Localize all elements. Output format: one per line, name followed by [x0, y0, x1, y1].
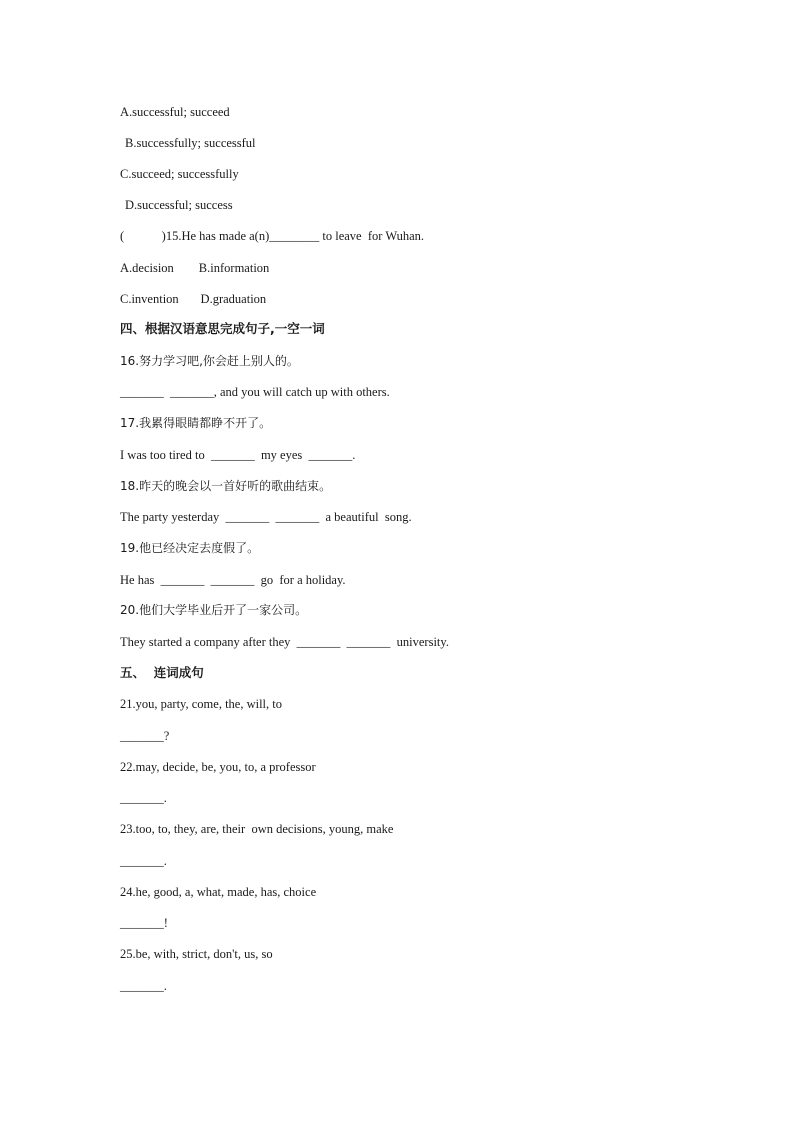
- options-cd-q15: C.invention D.graduation: [120, 292, 267, 306]
- question-25-words: 25.be, with, strict, don't, us, so: [120, 947, 273, 961]
- question-18-chinese: 18.昨天的晚会以一首好听的歌曲结束。: [120, 479, 332, 493]
- question-18-sentence: The party yesterday _______ _______ a beautiful song.: [120, 510, 412, 524]
- question-24-words: 24.he, good, a, what, made, has, choice: [120, 885, 317, 899]
- question-21-words: 21.you, party, come, the, will, to: [120, 697, 283, 711]
- question-19-sentence: He has _______ _______ go for a holiday.: [120, 573, 346, 587]
- question-19-chinese: 19.他已经决定去度假了。: [120, 541, 260, 555]
- question-22-answer-blank: _______.: [120, 791, 167, 805]
- option-c-q14: C.succeed; successfully: [120, 167, 239, 181]
- section-five-heading: 五、 连词成句: [120, 665, 204, 680]
- option-a-q14: A.successful; succeed: [120, 105, 230, 119]
- question-20-sentence: They started a company after they _______ _______ university.: [120, 635, 449, 649]
- question-23-words: 23.too, to, they, are, their own decisions, young, make: [120, 822, 394, 836]
- question-15: ( )15.He has made a(n)________ to leave for Wuhan.: [120, 229, 425, 243]
- question-17-chinese: 17.我累得眼睛都睁不开了。: [120, 416, 272, 430]
- question-16-chinese: 16.努力学习吧,你会赶上别人的。: [120, 354, 299, 368]
- options-ab-q15: A.decision B.information: [120, 261, 270, 275]
- question-22-words: 22.may, decide, be, you, to, a professor: [120, 760, 316, 774]
- question-20-chinese: 20.他们大学毕业后开了一家公司。: [120, 603, 308, 617]
- option-d-q14: D.successful; success: [125, 198, 233, 212]
- option-b-q14: B.successfully; successful: [125, 136, 256, 150]
- question-17-sentence: I was too tired to _______ my eyes _______.: [120, 448, 356, 462]
- question-16-sentence: _______ _______, and you will catch up with others.: [120, 385, 390, 399]
- question-24-answer-blank: _______!: [120, 916, 168, 930]
- question-23-answer-blank: _______.: [120, 854, 167, 868]
- question-25-answer-blank: _______.: [120, 979, 167, 993]
- question-21-answer-blank: _______?: [120, 729, 170, 743]
- section-four-heading: 四、根据汉语意思完成句子,一空一词: [120, 321, 325, 336]
